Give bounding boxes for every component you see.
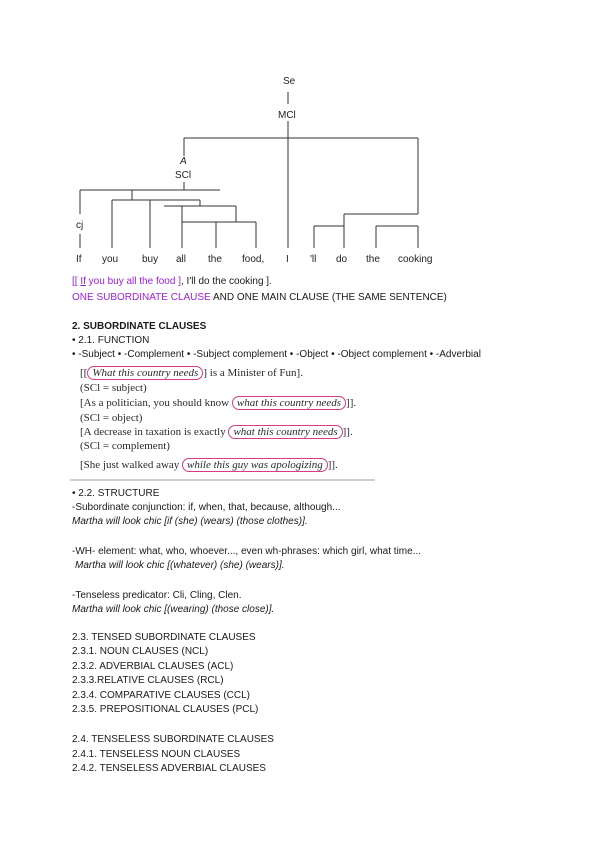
tenseless-example: Martha will look chic [(wearing) (those close)]. (72, 604, 275, 615)
wh-text: -WH- element: what, who, whoever..., even wh-phrases: which girl, what time... (72, 546, 422, 557)
sub-conj-example: Martha will look chic [if (she) (wears) (those clothes)]. (72, 516, 308, 527)
svg-text:you: you (102, 254, 119, 265)
example-row: (SCl = subject) (80, 382, 147, 394)
wh-example: Martha will look chic [(whatever) (she) (wears)]. (75, 560, 285, 571)
svg-text:the: the (366, 254, 380, 265)
example-row: (SCl = object) (80, 412, 143, 424)
structure-title: • 2.2. STRUCTURE (72, 488, 160, 499)
tenseless-item: 2.4.1. TENSELESS NOUN CLAUSES (72, 749, 241, 760)
svg-text:all: all (176, 254, 187, 265)
tensed-item: 2.3.3.RELATIVE CLAUSES (RCL) (72, 675, 224, 686)
svg-text:cooking: cooking (398, 254, 433, 265)
tensed-title: 2.3. TENSED SUBORDINATE CLAUSES (72, 632, 256, 643)
clause-summary (72, 291, 447, 304)
tensed-item: 2.3.2. ADVERBIAL CLAUSES (ACL) (72, 661, 234, 672)
svg-text:buy: buy (142, 254, 159, 265)
bracket-main-clause: , I'll do the cooking ]. (180, 276, 272, 287)
bracketed-sentence (72, 275, 272, 288)
tenseless-item: 2.4.2. TENSELESS ADVERBIAL CLAUSES (72, 763, 266, 774)
syntax-tree-diagram (0, 0, 600, 272)
sub-conj-text: -Subordinate conjunction: if, when, that, because, although... (72, 502, 341, 513)
svg-text:I: I (286, 254, 289, 265)
bracket-sub-clause: you buy all the food ] (85, 276, 181, 287)
tensed-item: 2.3.4. COMPARATIVE CLAUSES (CCL) (72, 690, 251, 701)
svg-text:'ll: 'll (310, 254, 317, 265)
tree-main-clause-label: MCl (278, 110, 296, 121)
example-row: [As a politician, you should know what this country needs ]]. (80, 397, 357, 409)
svg-text:food,: food, (242, 254, 265, 265)
svg-text:If: If (76, 254, 82, 265)
tenseless-text: -Tenseless predicator: Cli, Cling, Clen. (72, 590, 242, 601)
example-row: [A decrease in taxation is exactly what this country needs ]]. (80, 426, 353, 438)
tree-root-label: Se (283, 76, 296, 87)
tensed-item: 2.3.5. PREPOSITIONAL CLAUSES (PCL) (72, 704, 259, 715)
circled-clause: while this guy was apologizing (182, 458, 328, 472)
example-row: [[ What this country needs ] is a Minister of Fun]. (80, 367, 303, 379)
tensed-item: 2.3.1. NOUN CLAUSES (NCL) (72, 646, 209, 657)
if-word: If (80, 276, 86, 287)
function-list: • -Subject • -Complement • -Subject complement • -Object • -Object complement • -Adverbial (72, 349, 481, 360)
tree-words (76, 254, 432, 265)
clause-summary-main: AND ONE MAIN CLAUSE (THE SAME SENTENCE) (210, 292, 447, 303)
svg-text:the: the (208, 254, 222, 265)
bracket-open: [[ (72, 276, 81, 287)
circled-clause: what this country needs (228, 425, 342, 439)
tree-sub-a-label: A (180, 156, 187, 167)
tree-cj-label: cj (76, 220, 84, 231)
examples-image (70, 361, 375, 481)
tree-sub-clause-label: SCl (175, 170, 192, 181)
image-edge (70, 479, 375, 481)
circled-clause: what this country needs (232, 396, 346, 410)
example-row: [She just walked away while this guy was apologizing ]]. (80, 459, 338, 471)
tenseless-title: 2.4. TENSELESS SUBORDINATE CLAUSES (72, 734, 274, 745)
circled-clause: What this country needs (87, 366, 203, 380)
example-row: (SCl = complement) (80, 440, 170, 452)
svg-text:do: do (336, 254, 348, 265)
clause-summary-sub: ONE SUBORDINATE CLAUSE (72, 292, 211, 303)
section-heading: 2. SUBORDINATE CLAUSES (72, 321, 207, 332)
function-title: • 2.1. FUNCTION (72, 335, 150, 346)
